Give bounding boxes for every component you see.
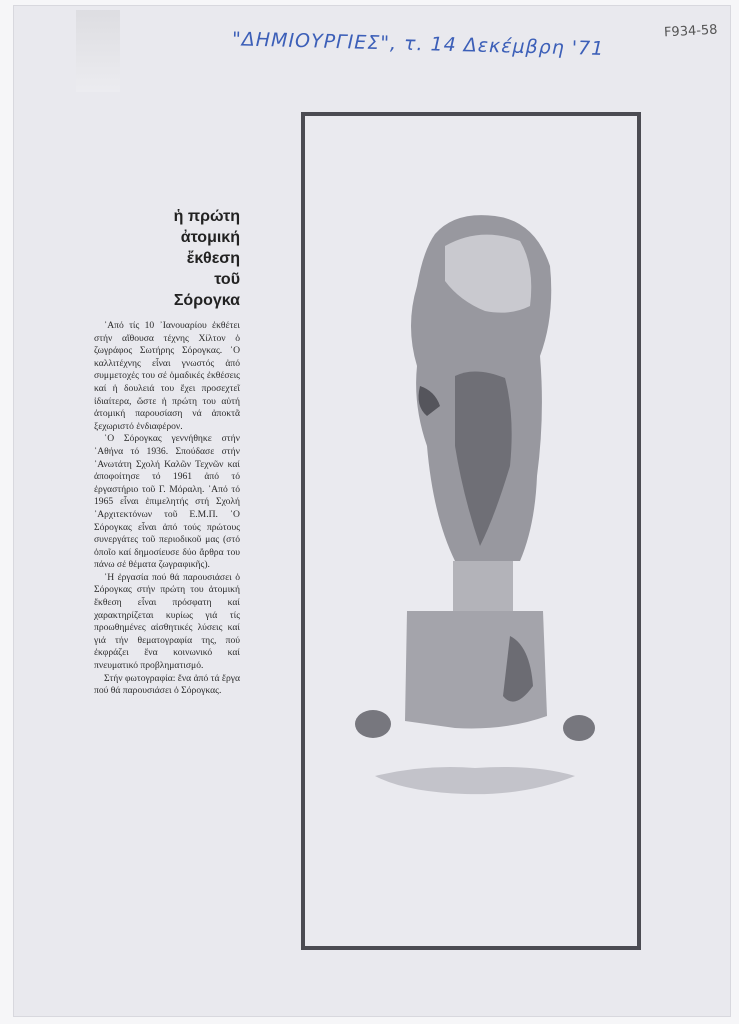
headline-line: Σόρογκα — [173, 292, 240, 309]
article-paragraph: ᾿Η ἐργασία πού θά παρουσιάσει ὁ Σόρογκας στήν πρώτη του ἀτομική ἔκθεση εἶναι πρόσφατη καί χαρακτηρίζεται κυρίως γιά τίς προωθημένες αἰσθητικές λύσεις καί γιά τήν θεματογραφία της, πού ἐκφράζει ἕνα κοινωνικό καί πνευματικό προβληματισμό. — [94, 571, 240, 672]
article-body — [94, 320, 240, 698]
article-paragraph: Στήν φωτογραφία: ἕνα ἀπό τά ἔργα πού θά παρουσιάσει ὁ Σόρογκας. — [94, 672, 241, 697]
article-paragraph: ᾿Ο Σόρογκας γεννήθηκε στήν ᾿Αθήνα τό 1936. Σπούδασε στήν ᾿Ανωτάτη Σχολή Καλῶν Τεχνῶν καί ἀποφοίτησε τό 1961 ἀπό τό ἐργαστήριο τοῦ Γ. Μόραλη. ᾿Από τό 1965 εἶναι ἐπιμελητής στή Σχολή ᾿Αρχιτεκτόνων τοῦ Ε.Μ.Π. ᾿Ο Σόρογκας εἶναι ἀπό τούς πρώτους συνεργάτες τοῦ περιοδικοῦ μας (στό ὁποῖο καί δημοσίευσε δύο ἄρθρα του πάνω σέ θέματα ζωγραφικῆς). — [94, 433, 240, 571]
headline-line: ἀτομική — [180, 229, 240, 246]
headline-line: ἡ πρώτη — [173, 208, 240, 225]
article-paragraph: ᾿Από τίς 10 ᾿Ιανουαρίου ἐκθέτει στήν αἴθουσα τέχνης Χίλτον ὁ ζωγράφος Σωτήρης Σόρογκας. ᾿Ο καλλιτέχνης εἶναι γνωστός ἀπό συμμετοχές του σέ ὁμαδικές ἐκθέσεις καί ἡ δουλειά του ἔχει προσεχτεῖ ἰδιαίτερα, ὥστε ἡ πρώτη του αὐτή ἀτομική παρουσίαση νά ἀποκτᾶ ξεχωριστό ἐνδιαφέρον. — [94, 320, 240, 432]
headline-line: τοῦ — [214, 271, 240, 288]
clipping-sheet — [14, 6, 730, 1016]
archive-code: F934-58 — [664, 22, 719, 41]
headline-line: ἔκθεση — [186, 250, 240, 267]
sculpture-photo — [305, 116, 637, 946]
tape-strip — [76, 10, 120, 92]
handwritten-source-note: "ΔΗΜΙΟΥΡΓΙΕΣ", τ. 14 Δεκέμβρη '71 — [231, 28, 605, 60]
article-headline — [124, 206, 240, 311]
artwork-photo-frame — [301, 112, 641, 950]
